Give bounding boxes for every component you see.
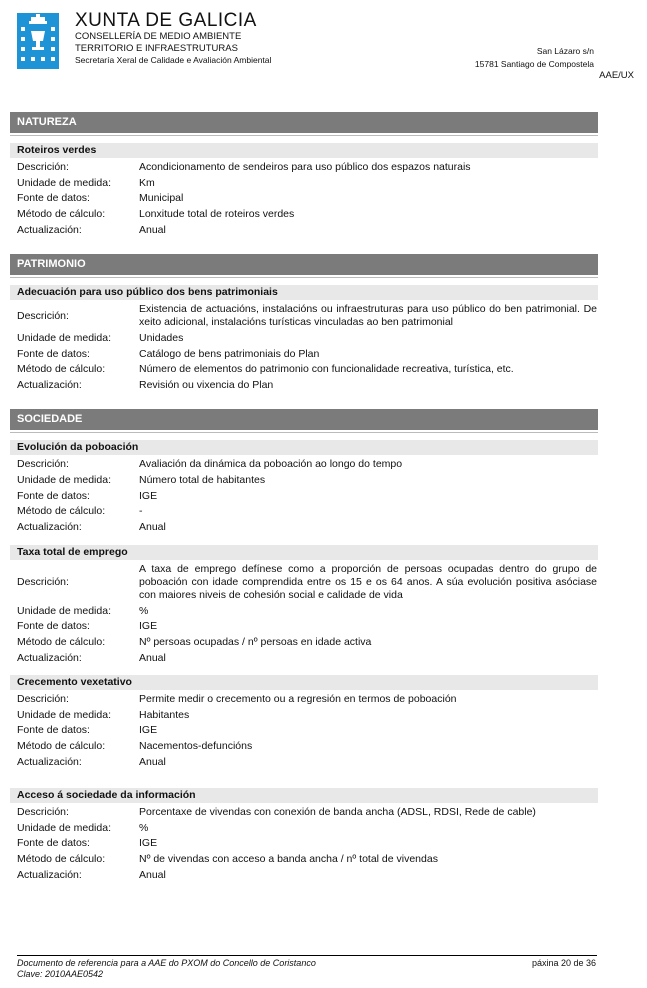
- row-label: Método de cálculo:: [17, 853, 106, 865]
- row-value: Catálogo de bens patrimoniais do Plan: [139, 348, 320, 360]
- footer-document: [17, 958, 316, 980]
- row-value: Unidades: [139, 332, 184, 344]
- row-label: Actualización:: [17, 521, 82, 533]
- row-value: Permite medir o crecemento ou a regresión en termos de poboación: [139, 693, 457, 705]
- org-name: XUNTA DE GALICIA: [75, 10, 257, 31]
- row-label: Unidade de medida:: [17, 605, 111, 617]
- footer-clave: Clave: 2010AAE0542: [17, 969, 104, 979]
- row-label: Método de cálculo:: [17, 363, 106, 375]
- row-label: Método de cálculo:: [17, 505, 106, 517]
- row-value: Km: [139, 177, 155, 189]
- row-label: Descrición:: [17, 161, 69, 173]
- address-line-1: San Lázaro s/n: [536, 46, 594, 56]
- indicator-title: Roteiros verdes: [10, 143, 598, 158]
- row-label: Actualización:: [17, 224, 82, 236]
- row-label: Fonte de datos:: [17, 348, 90, 360]
- row-label: Descrición:: [17, 576, 69, 588]
- section-title-sociedade: SOCIEDADE: [10, 409, 598, 430]
- row-label: Descrición:: [17, 458, 69, 470]
- row-value: Anual: [139, 756, 166, 768]
- row-value: Nº persoas ocupadas / nº persoas en idade activa: [139, 636, 372, 648]
- row-label: Fonte de datos:: [17, 724, 90, 736]
- row-value: Nacementos-defuncións: [139, 740, 253, 752]
- row-value: Avaliación da dinámica da poboación ao longo do tempo: [139, 458, 403, 470]
- section-title-patrimonio: PATRIMONIO: [10, 254, 598, 275]
- row-label: Fonte de datos:: [17, 192, 90, 204]
- xunta-logo: [17, 13, 59, 69]
- indicator-title: Crecemento vexetativo: [10, 675, 598, 690]
- row-value: %: [139, 822, 149, 834]
- dept-line-1: CONSELLERÍA DE MEDIO AMBIENTE: [75, 31, 242, 42]
- row-value: Acondicionamento de sendeiros para uso público dos espazos naturais: [139, 161, 471, 173]
- row-value: Existencia de actuacións, instalacións ou infraestruturas para uso público do ben patrimonial. De xeito adicional, instalacións turísticas vinculadas ao ben patrimonial: [139, 303, 597, 328]
- row-label: Actualización:: [17, 756, 82, 768]
- row-value: Anual: [139, 521, 166, 533]
- row-label: Unidade de medida:: [17, 709, 111, 721]
- row-label: Unidade de medida:: [17, 177, 111, 189]
- row-label: Método de cálculo:: [17, 636, 106, 648]
- row-value: Lonxitude total de roteiros verdes: [139, 208, 295, 220]
- row-value: IGE: [139, 837, 158, 849]
- row-value: IGE: [139, 490, 158, 502]
- section-title-natureza: NATUREZA: [10, 112, 598, 133]
- row-label: Unidade de medida:: [17, 474, 111, 486]
- row-label: Fonte de datos:: [17, 837, 90, 849]
- row-value: %: [139, 605, 149, 617]
- document-code: AAE/UX: [599, 70, 634, 81]
- row-value: A taxa de emprego defínese como a proporción de persoas ocupadas dentro do grupo de poboación con idade comprendida entre os 15 e os 64 anos. A súa evolución positiva asóciase con maiores niveis de cohesión social e calidade de vida: [139, 563, 597, 601]
- indicator-title: Adecuación para uso público dos bens patrimoniais: [10, 285, 598, 300]
- row-value: Revisión ou vixencia do Plan: [139, 379, 274, 391]
- row-label: Actualización:: [17, 869, 82, 881]
- row-label: Actualización:: [17, 652, 82, 664]
- row-value: Número de elementos do patrimonio con funcionalidade recreativa, turística, etc.: [139, 363, 514, 375]
- row-label: Actualización:: [17, 379, 82, 391]
- row-label: Unidade de medida:: [17, 332, 111, 344]
- row-value: Anual: [139, 224, 166, 236]
- row-label: Fonte de datos:: [17, 620, 90, 632]
- footer-divider: [17, 955, 597, 956]
- page-number: páxina 20 de 36: [531, 958, 596, 968]
- row-label: Descrición:: [17, 310, 69, 322]
- row-value: Nº de vivendas con acceso a banda ancha / nº total de vivendas: [139, 853, 438, 865]
- row-label: Descrición:: [17, 806, 69, 818]
- row-value: Habitantes: [139, 709, 190, 721]
- row-value: Municipal: [139, 192, 184, 204]
- footer-doc-title: Documento de referencia para a AAE do PXOM do Concello de Coristanco: [17, 958, 316, 968]
- address-line-2: 15781 Santiago de Compostela: [474, 59, 594, 69]
- row-label: Descrición:: [17, 693, 69, 705]
- row-label: Fonte de datos:: [17, 490, 90, 502]
- galicia-shield-icon: [17, 13, 59, 69]
- row-value: Anual: [139, 652, 166, 664]
- row-value: Porcentaxe de vivendas con conexión de banda ancha (ADSL, RDSI, Rede de cable): [139, 806, 536, 818]
- row-value: IGE: [139, 724, 158, 736]
- indicator-title: Acceso á sociedade da información: [10, 788, 598, 803]
- row-value: -: [139, 505, 143, 517]
- row-label: Método de cálculo:: [17, 208, 106, 220]
- org-block: [75, 11, 271, 65]
- dept-line-2: TERRITORIO E INFRAESTRUTURAS: [75, 42, 238, 54]
- row-label: Método de cálculo:: [17, 740, 106, 752]
- address-block: [475, 45, 594, 71]
- indicator-title: Evolución da poboación: [10, 440, 598, 455]
- row-value: Número total de habitantes: [139, 474, 266, 486]
- row-value: Anual: [139, 869, 166, 881]
- row-label: Unidade de medida:: [17, 822, 111, 834]
- indicator-title: Taxa total de emprego: [10, 545, 598, 560]
- row-value: IGE: [139, 620, 158, 632]
- dept-line-3: Secretaría Xeral de Calidade e Avaliación Ambiental: [75, 55, 272, 65]
